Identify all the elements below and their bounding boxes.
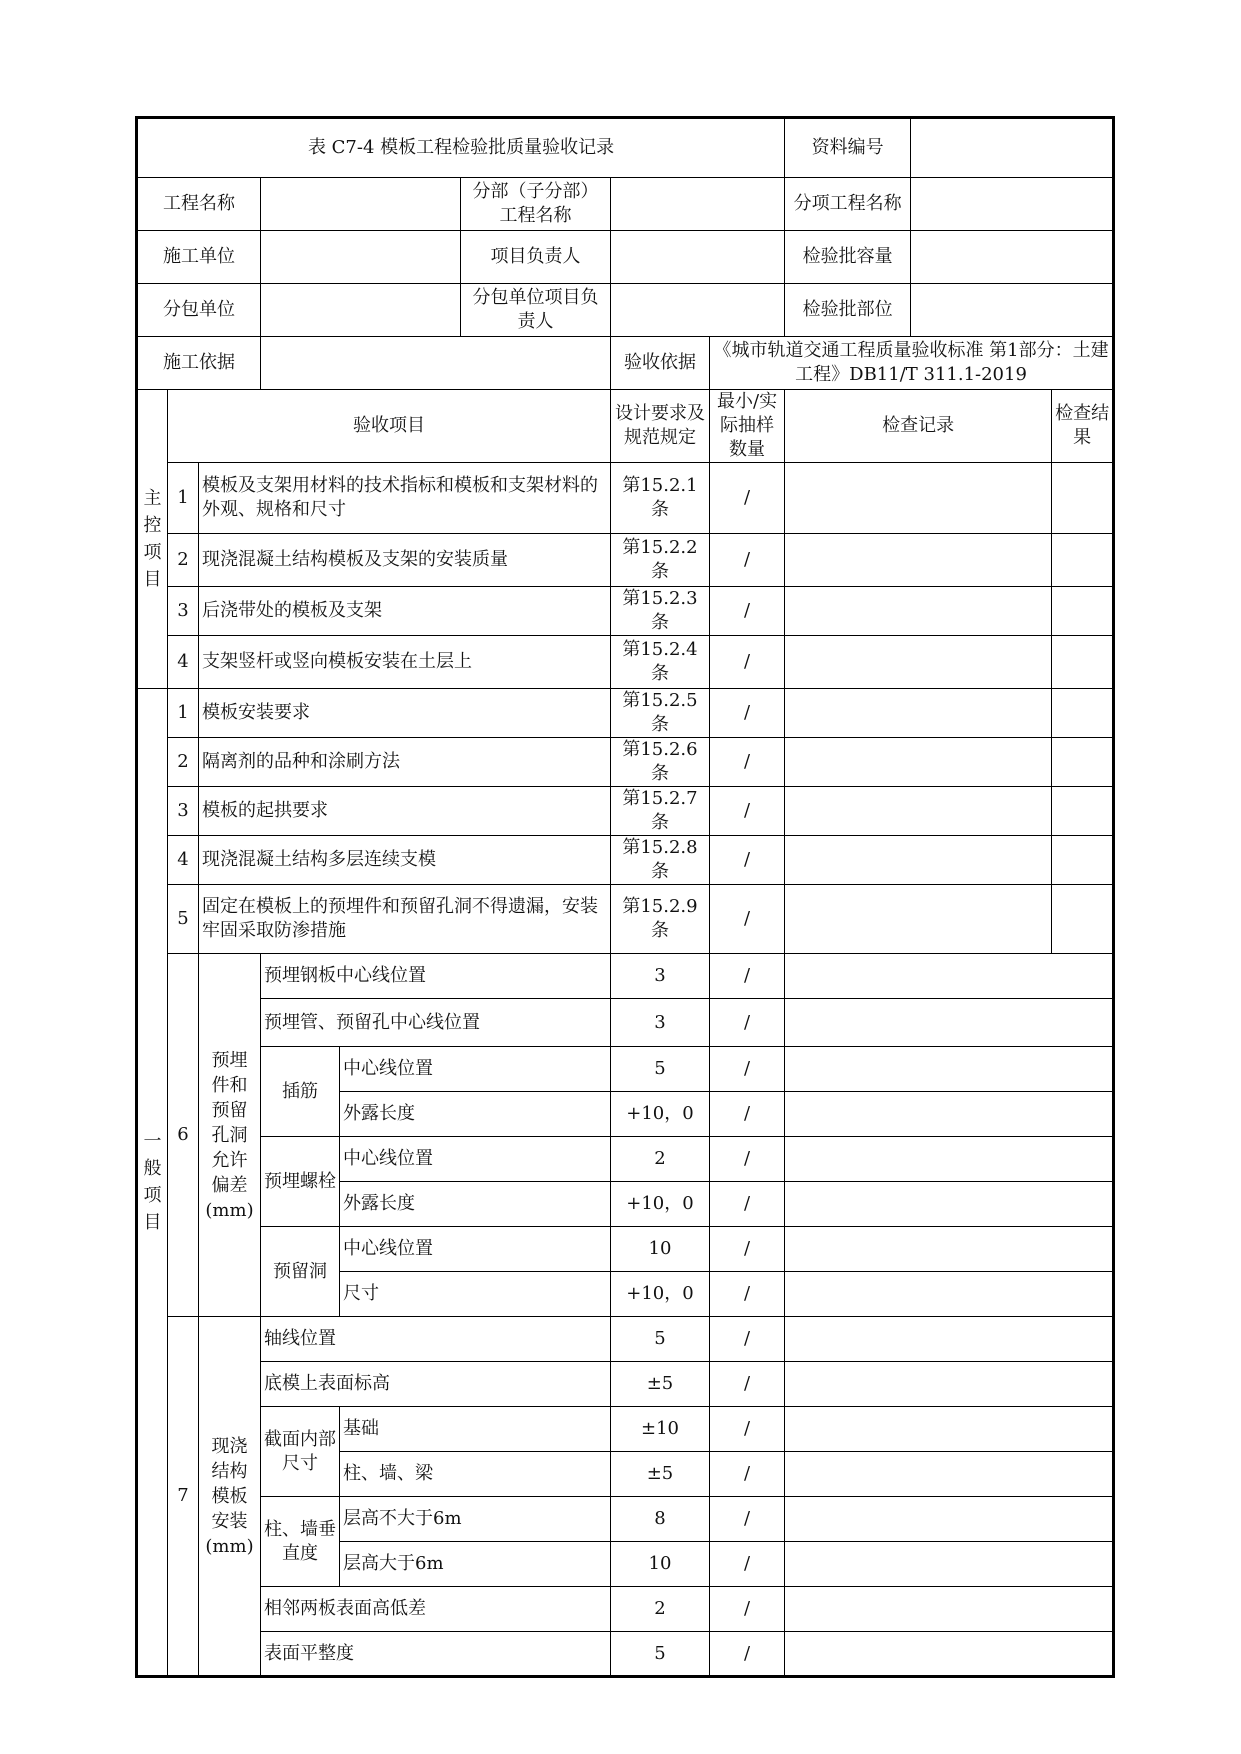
item-name: 预埋管、预留孔中心线位置 <box>261 999 611 1047</box>
item-record[interactable] <box>785 1137 1114 1182</box>
item-record[interactable] <box>785 689 1052 738</box>
item-record[interactable] <box>785 836 1052 885</box>
item-spec: 第15.2.7条 <box>611 787 710 836</box>
item-name: 表面平整度 <box>261 1632 611 1677</box>
data-no-value[interactable] <box>911 118 1114 178</box>
item-sample: / <box>710 1497 785 1542</box>
table-row <box>137 1632 1114 1677</box>
item-sample: / <box>710 954 785 999</box>
item-name: 轴线位置 <box>261 1317 611 1362</box>
item-record[interactable] <box>785 587 1052 636</box>
item-name: 模板及支架用材料的技术指标和模板和支架材料的外观、规格和尺寸 <box>199 463 611 534</box>
batch-location-value[interactable] <box>911 284 1114 337</box>
col-item-header: 验收项目 <box>168 390 611 463</box>
table-row <box>137 787 1114 836</box>
item-sample: / <box>710 885 785 954</box>
item-result[interactable] <box>1052 885 1114 954</box>
table-row <box>137 1362 1114 1407</box>
item-value: 10 <box>611 1227 710 1272</box>
item-record[interactable] <box>785 1632 1114 1677</box>
item-result[interactable] <box>1052 463 1114 534</box>
contractor-value[interactable] <box>261 231 461 284</box>
item-sample: / <box>710 1182 785 1227</box>
item-record[interactable] <box>785 1092 1114 1137</box>
col-result-header: 检查结果 <box>1052 390 1114 463</box>
project-manager-value[interactable] <box>611 231 785 284</box>
col-design-header: 设计要求及规范规定 <box>611 390 710 463</box>
item-record[interactable] <box>785 1407 1114 1452</box>
item-sample: / <box>710 1317 785 1362</box>
item-no: 2 <box>168 534 199 587</box>
item-name: 中心线位置 <box>340 1227 611 1272</box>
project-name-value[interactable] <box>261 178 461 231</box>
item-value: ±10 <box>611 1407 710 1452</box>
item-value: +10，0 <box>611 1272 710 1317</box>
item-no: 5 <box>168 885 199 954</box>
item-sample: / <box>710 463 785 534</box>
formwork-install-group: 现浇结构模板安装(mm) <box>199 1317 261 1677</box>
item-name: 层高大于6m <box>340 1542 611 1587</box>
table-row <box>137 1047 1114 1092</box>
project-manager-label: 项目负责人 <box>461 231 611 284</box>
item-name: 柱、墙、梁 <box>340 1452 611 1497</box>
item-name: 尺寸 <box>340 1272 611 1317</box>
item-value: 3 <box>611 954 710 999</box>
item-record[interactable] <box>785 1497 1114 1542</box>
item-name: 层高不大于6m <box>340 1497 611 1542</box>
item-record[interactable] <box>785 885 1052 954</box>
item-sample: / <box>710 999 785 1047</box>
project-name-label: 工程名称 <box>137 178 261 231</box>
table-row <box>137 1317 1114 1362</box>
item-record[interactable] <box>785 1182 1114 1227</box>
table-row <box>137 636 1114 689</box>
vertical-subgroup: 柱、墙垂直度 <box>261 1497 340 1587</box>
item-no: 3 <box>168 787 199 836</box>
item-record[interactable] <box>785 463 1052 534</box>
item-sample: / <box>710 636 785 689</box>
item-record[interactable] <box>785 738 1052 787</box>
item-result[interactable] <box>1052 738 1114 787</box>
item-result[interactable] <box>1052 689 1114 738</box>
item-name: 底模上表面标高 <box>261 1362 611 1407</box>
embedded-parts-group: 预埋件和预留孔洞允许偏差(mm) <box>199 954 261 1317</box>
item-result[interactable] <box>1052 836 1114 885</box>
item-record[interactable] <box>785 1542 1114 1587</box>
table-row <box>137 587 1114 636</box>
item-spec: 第15.2.1条 <box>611 463 710 534</box>
item-sample: / <box>710 836 785 885</box>
item-no: 1 <box>168 463 199 534</box>
item-no: 1 <box>168 689 199 738</box>
item-record[interactable] <box>785 636 1052 689</box>
table-row <box>137 1137 1114 1182</box>
item-record[interactable] <box>785 1047 1114 1092</box>
item-record[interactable] <box>785 1452 1114 1497</box>
bolt-subgroup: 预埋螺栓 <box>261 1137 340 1227</box>
main-control-label: 主控项目 <box>137 390 168 689</box>
subitem-value[interactable] <box>911 178 1114 231</box>
item-sample: / <box>710 1452 785 1497</box>
item-sample: / <box>710 1047 785 1092</box>
item-sample: / <box>710 1587 785 1632</box>
item-result[interactable] <box>1052 636 1114 689</box>
table-row <box>137 836 1114 885</box>
item-no: 6 <box>168 954 199 1317</box>
construction-basis-label: 施工依据 <box>137 337 261 390</box>
item-record[interactable] <box>785 999 1114 1047</box>
item-record[interactable] <box>785 1317 1114 1362</box>
item-value: 2 <box>611 1137 710 1182</box>
item-value: 8 <box>611 1497 710 1542</box>
item-name: 模板安装要求 <box>199 689 611 738</box>
item-value: 5 <box>611 1047 710 1092</box>
item-result[interactable] <box>1052 534 1114 587</box>
table-row <box>137 1497 1114 1542</box>
item-value: 5 <box>611 1317 710 1362</box>
construction-basis-value[interactable] <box>261 337 611 390</box>
acceptance-basis-label: 验收依据 <box>611 337 710 390</box>
form-title: 表 C7-4 模板工程检验批质量验收记录 <box>137 118 785 178</box>
item-sample: / <box>710 534 785 587</box>
item-record[interactable] <box>785 1587 1114 1632</box>
item-name: 后浇带处的模板及支架 <box>199 587 611 636</box>
item-name: 现浇混凝土结构多层连续支模 <box>199 836 611 885</box>
table-row <box>137 463 1114 534</box>
item-value: 5 <box>611 1632 710 1677</box>
subdivision-value[interactable] <box>611 178 785 231</box>
batch-capacity-label: 检验批容量 <box>785 231 911 284</box>
table-row <box>137 689 1114 738</box>
item-sample: / <box>710 1272 785 1317</box>
item-name: 现浇混凝土结构模板及支架的安装质量 <box>199 534 611 587</box>
item-spec: 第15.2.4条 <box>611 636 710 689</box>
table-row <box>137 885 1114 954</box>
item-record[interactable] <box>785 1227 1114 1272</box>
sub-manager-value[interactable] <box>611 284 785 337</box>
table-row <box>137 1407 1114 1452</box>
item-sample: / <box>710 587 785 636</box>
item-name: 外露长度 <box>340 1182 611 1227</box>
item-spec: 第15.2.2条 <box>611 534 710 587</box>
item-name: 模板的起拱要求 <box>199 787 611 836</box>
item-no: 7 <box>168 1317 199 1677</box>
sub-manager-label: 分包单位项目负责人 <box>461 284 611 337</box>
subdivision-label: 分部（子分部）工程名称 <box>461 178 611 231</box>
subitem-label: 分项工程名称 <box>785 178 911 231</box>
item-spec: 第15.2.8条 <box>611 836 710 885</box>
subcontractor-label: 分包单位 <box>137 284 261 337</box>
item-result[interactable] <box>1052 787 1114 836</box>
batch-location-label: 检验批部位 <box>785 284 911 337</box>
item-name: 预埋钢板中心线位置 <box>261 954 611 999</box>
item-record[interactable] <box>785 954 1114 999</box>
rebar-subgroup: 插筋 <box>261 1047 340 1137</box>
item-name: 隔离剂的品种和涂刷方法 <box>199 738 611 787</box>
item-sample: / <box>710 1362 785 1407</box>
data-no-label: 资料编号 <box>785 118 911 178</box>
item-no: 4 <box>168 836 199 885</box>
item-name: 基础 <box>340 1407 611 1452</box>
item-name: 支架竖杆或竖向模板安装在土层上 <box>199 636 611 689</box>
item-spec: 第15.2.5条 <box>611 689 710 738</box>
item-result[interactable] <box>1052 587 1114 636</box>
item-name: 相邻两板表面高低差 <box>261 1587 611 1632</box>
item-spec: 第15.2.9条 <box>611 885 710 954</box>
item-record[interactable] <box>785 1272 1114 1317</box>
inspection-record-table <box>135 116 1115 1678</box>
table-row <box>137 999 1114 1047</box>
hole-subgroup: 预留洞 <box>261 1227 340 1317</box>
item-value: 2 <box>611 1587 710 1632</box>
item-spec: 第15.2.3条 <box>611 587 710 636</box>
table-row <box>137 738 1114 787</box>
general-items-label: 一般项目 <box>137 689 168 1677</box>
item-record[interactable] <box>785 1362 1114 1407</box>
item-name: 固定在模板上的预埋件和预留孔洞不得遗漏，安装牢固采取防渗措施 <box>199 885 611 954</box>
table-row <box>137 954 1114 999</box>
table-row <box>137 534 1114 587</box>
section-subgroup: 截面内部尺寸 <box>261 1407 340 1497</box>
batch-capacity-value[interactable] <box>911 231 1114 284</box>
subcontractor-value[interactable] <box>261 284 461 337</box>
item-sample: / <box>710 1632 785 1677</box>
table-row <box>137 1227 1114 1272</box>
item-sample: / <box>710 689 785 738</box>
col-record-header: 检查记录 <box>785 390 1052 463</box>
item-value: ±5 <box>611 1362 710 1407</box>
item-no: 3 <box>168 587 199 636</box>
item-value: 10 <box>611 1542 710 1587</box>
item-value: ±5 <box>611 1452 710 1497</box>
item-name: 外露长度 <box>340 1092 611 1137</box>
item-sample: / <box>710 787 785 836</box>
item-sample: / <box>710 1227 785 1272</box>
item-name: 中心线位置 <box>340 1047 611 1092</box>
contractor-label: 施工单位 <box>137 231 261 284</box>
item-value: +10，0 <box>611 1092 710 1137</box>
col-sample-header: 最小/实际抽样数量 <box>710 390 785 463</box>
item-record[interactable] <box>785 534 1052 587</box>
item-sample: / <box>710 1542 785 1587</box>
item-value: 3 <box>611 999 710 1047</box>
item-record[interactable] <box>785 787 1052 836</box>
item-no: 2 <box>168 738 199 787</box>
item-spec: 第15.2.6条 <box>611 738 710 787</box>
acceptance-basis-value: 《城市轨道交通工程质量验收标准 第1部分：土建工程》DB11/T 311.1-2019 <box>710 337 1114 390</box>
table-row <box>137 1587 1114 1632</box>
item-name: 中心线位置 <box>340 1137 611 1182</box>
item-sample: / <box>710 738 785 787</box>
item-no: 4 <box>168 636 199 689</box>
item-sample: / <box>710 1092 785 1137</box>
item-sample: / <box>710 1137 785 1182</box>
item-sample: / <box>710 1407 785 1452</box>
item-value: +10，0 <box>611 1182 710 1227</box>
